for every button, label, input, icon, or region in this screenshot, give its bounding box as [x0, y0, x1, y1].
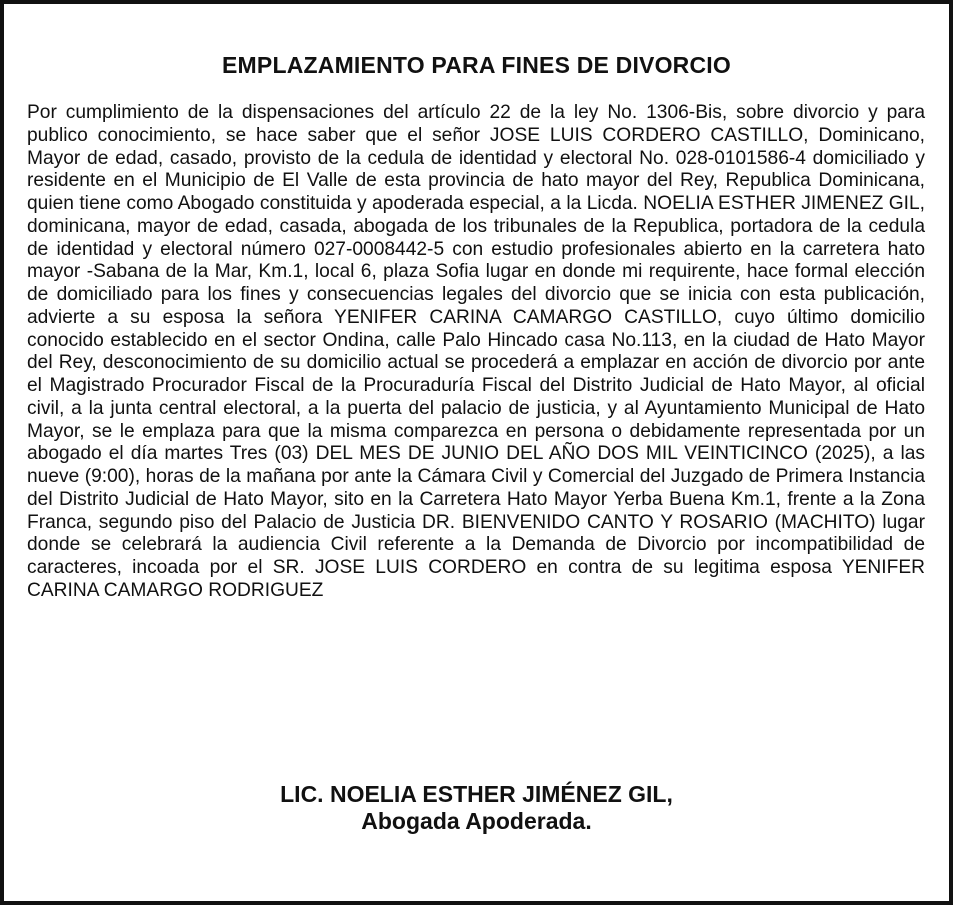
notice-body: Por cumplimiento de la dispensaciones del artículo 22 de la ley No. 1306-Bis, sobre divorcio y para publico conocimiento, se hace saber que el señor JOSE LUIS CORDERO CASTILLO, Dominicano, Mayor de edad, casado, provisto de la cedula de identidad y electoral No. 028-0101586-4 domiciliado y residente en el Municipio de El Valle de esta provincia de hato mayor del Rey, Republica Dominicana, quien tiene como Abogado constituida y apoderada especial, a la Licda. NOELIA ESTHER JIMENEZ GIL, dominicana, mayor de edad, casada, abogada de los tribunales de la Republica, portadora de la cedula de identidad y electoral número 027-0008442-5 con estudio profesionales abierto en la carretera hato mayor -Sabana de la Mar, Km.1, local 6, plaza Sofia lugar en donde mi requirente, hace formal elección de domiciliado para los fines y consecuencias legales del divorcio que se inicia con esta publicación, advierte a su esposa la señora YENIFER CARINA CAMARGO CASTILLO, cuyo último domicilio conocido establecido en el sector Ondina, calle Palo Hincado casa No.113, en la ciudad de Hato Mayor del Rey, desconocimiento de su domicilio actual se procederá a emplazar en acción de divorcio por ante el Magistrado Procurador Fiscal de la Procuraduría Fiscal del Distrito Judicial de Hato Mayor, al oficial civil, a la junta central electoral, a la puerta del palacio de justicia, y al Ayuntamiento Municipal de Hato Mayor, se le emplaza para que la misma comparezca en persona o debidamente representada por un abogado el día martes Tres (03) DEL MES DE JUNIO DEL AÑO DOS MIL VEINTICINCO (2025), a las nueve (9:00), horas de la mañana por ante la Cámara Civil y Comercial del Juzgado de Primera Instancia del Distrito Judicial de Hato Mayor, sito en la Carretera Hato Mayor Yerba Buena Km.1, frente a la Zona Franca, segundo piso del Palacio de Justicia DR. BIENVENIDO CANTO Y ROSARIO (MACHITO) lugar donde se celebrará la audiencia Civil referente a la Demanda de Divorcio por incompatibilidad de caracteres, incoada por el SR. JOSE LUIS CORDERO en contra de su legitima esposa YENIFER CARINA CAMARGO RODRIGUEZ	[27, 102, 925, 601]
notice-title: EMPLAZAMIENTO PARA FINES DE DIVORCIO	[222, 52, 731, 78]
signature-block	[4, 781, 949, 835]
signature-role: Abogada Apoderada.	[361, 808, 592, 834]
signature-name: LIC. NOELIA ESTHER JIMÉNEZ GIL,	[280, 781, 673, 807]
